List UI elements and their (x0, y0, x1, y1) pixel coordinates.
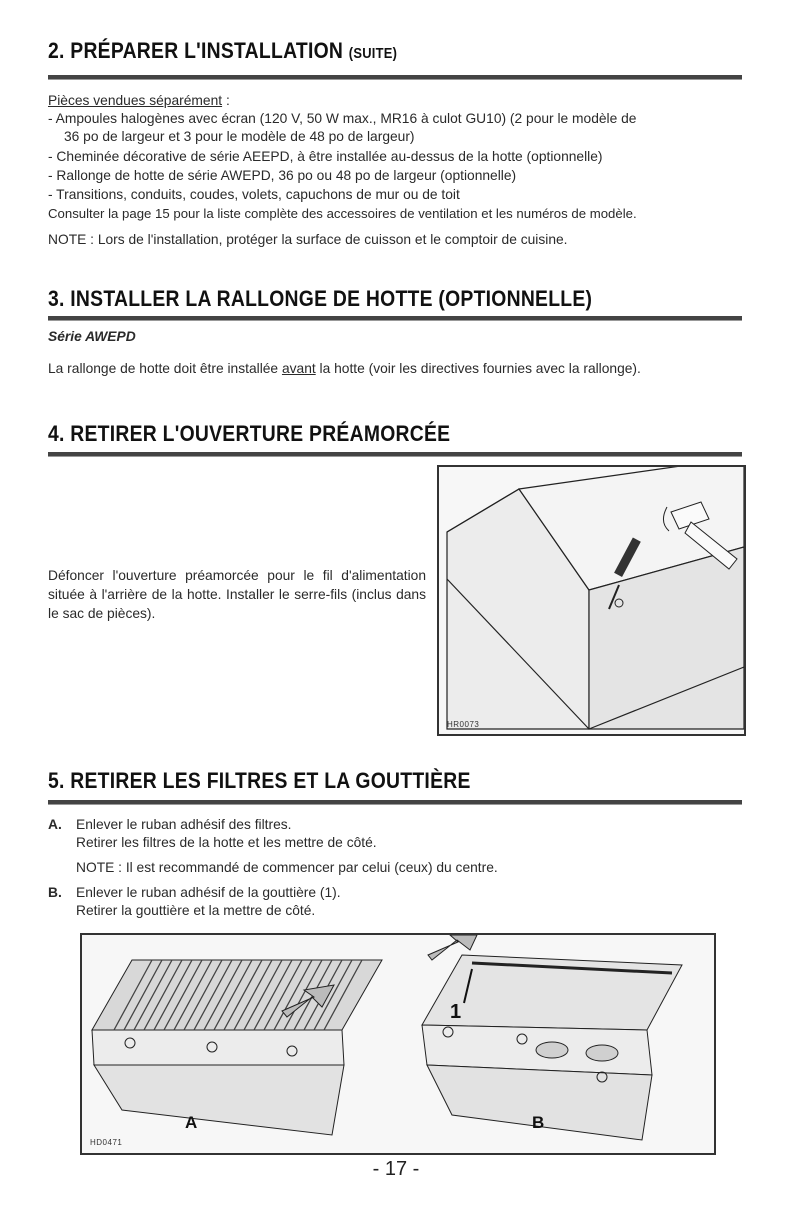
extension-instruction: La rallonge de hotte doit être installée avant la hotte (voir les directives fournies avec la rallonge). (48, 361, 641, 376)
accessories-reference: Consulter la page 15 pour la liste complète des accessoires de ventilation et les numéros de modèle. (48, 206, 637, 221)
filters-gutter-illustration (82, 935, 714, 1153)
step-b-line-2: Retirer la gouttière et la mettre de côté. (76, 903, 316, 918)
hood-with-gutter-illustration (422, 935, 682, 1140)
section-3-title: 3. INSTALLER LA RALLONGE DE HOTTE (OPTIONNELLE) (48, 286, 593, 311)
section-2-rule (48, 75, 742, 80)
parts-list-line-2: 36 po de largeur et 3 pour le modèle de 48 po de largeur) (64, 129, 415, 144)
section-4-title: 4. RETIRER L'OUVERTURE PRÉAMORCÉE (48, 421, 451, 446)
callout-1: 1 (450, 1001, 462, 1023)
parts-list-line-1: - Ampoules halogènes avec écran (120 V, 50 W max., MR16 à culot GU10) (2 pour le modèle de (48, 111, 637, 126)
parts-list-line-5: - Transitions, conduits, coudes, volets, capuchons de mur ou de toit (48, 187, 460, 202)
section-3-rule (48, 316, 742, 321)
hood-with-filters-illustration (92, 960, 382, 1135)
step-b-line-1: Enlever le ruban adhésif de la gouttière (1). (76, 885, 341, 900)
knockout-instruction: Défoncer l'ouverture préamorcée pour le fil d'alimentation située à l'arrière de la hotte. Installer le serre-fils (inclus dans le sac de pièces). (48, 568, 426, 621)
section-2-title: 2. PRÉPARER L'INSTALLATION (SUITE) (48, 38, 398, 63)
installation-note: NOTE : Lors de l'installation, protéger la surface de cuisson et le comptoir de cuisine. (48, 232, 568, 247)
section-5-title: 5. RETIRER LES FILTRES ET LA GOUTTIÈRE (48, 768, 471, 793)
step-b-label: B. (48, 885, 62, 900)
knockout-figure (437, 465, 746, 736)
series-label: Série AWEPD (48, 329, 136, 344)
parts-list-line-4: - Rallonge de hotte de série AWEPD, 36 po ou 48 po de largeur (optionnelle) (48, 168, 517, 183)
step-a-line-1: Enlever le ruban adhésif des filtres. (76, 817, 292, 832)
figure-label-b: B (532, 1113, 545, 1132)
figure-label-a: A (185, 1113, 198, 1132)
step-a-note: NOTE : Il est recommandé de commencer par celui (ceux) du centre. (76, 860, 498, 875)
range-hood-knockout-illustration (439, 467, 744, 734)
section-2-title-suffix: (SUITE) (348, 45, 398, 62)
parts-sold-separately-heading: Pièces vendues séparément : (48, 93, 230, 108)
figure-code-hd0471: HD0471 (90, 1138, 123, 1147)
parts-list-line-3: - Cheminée décorative de série AEEPD, à être installée au-dessus de la hotte (optionnelle) (48, 149, 603, 164)
section-4-rule (48, 452, 742, 457)
filters-gutter-figure (80, 933, 716, 1155)
section-5-rule (48, 800, 742, 805)
step-a-line-2: Retirer les filtres de la hotte et les mettre de côté. (76, 835, 377, 850)
page-number: - 17 - (372, 1158, 420, 1180)
figure-code-hr0073: HR0073 (447, 720, 480, 729)
step-a-label: A. (48, 817, 62, 832)
